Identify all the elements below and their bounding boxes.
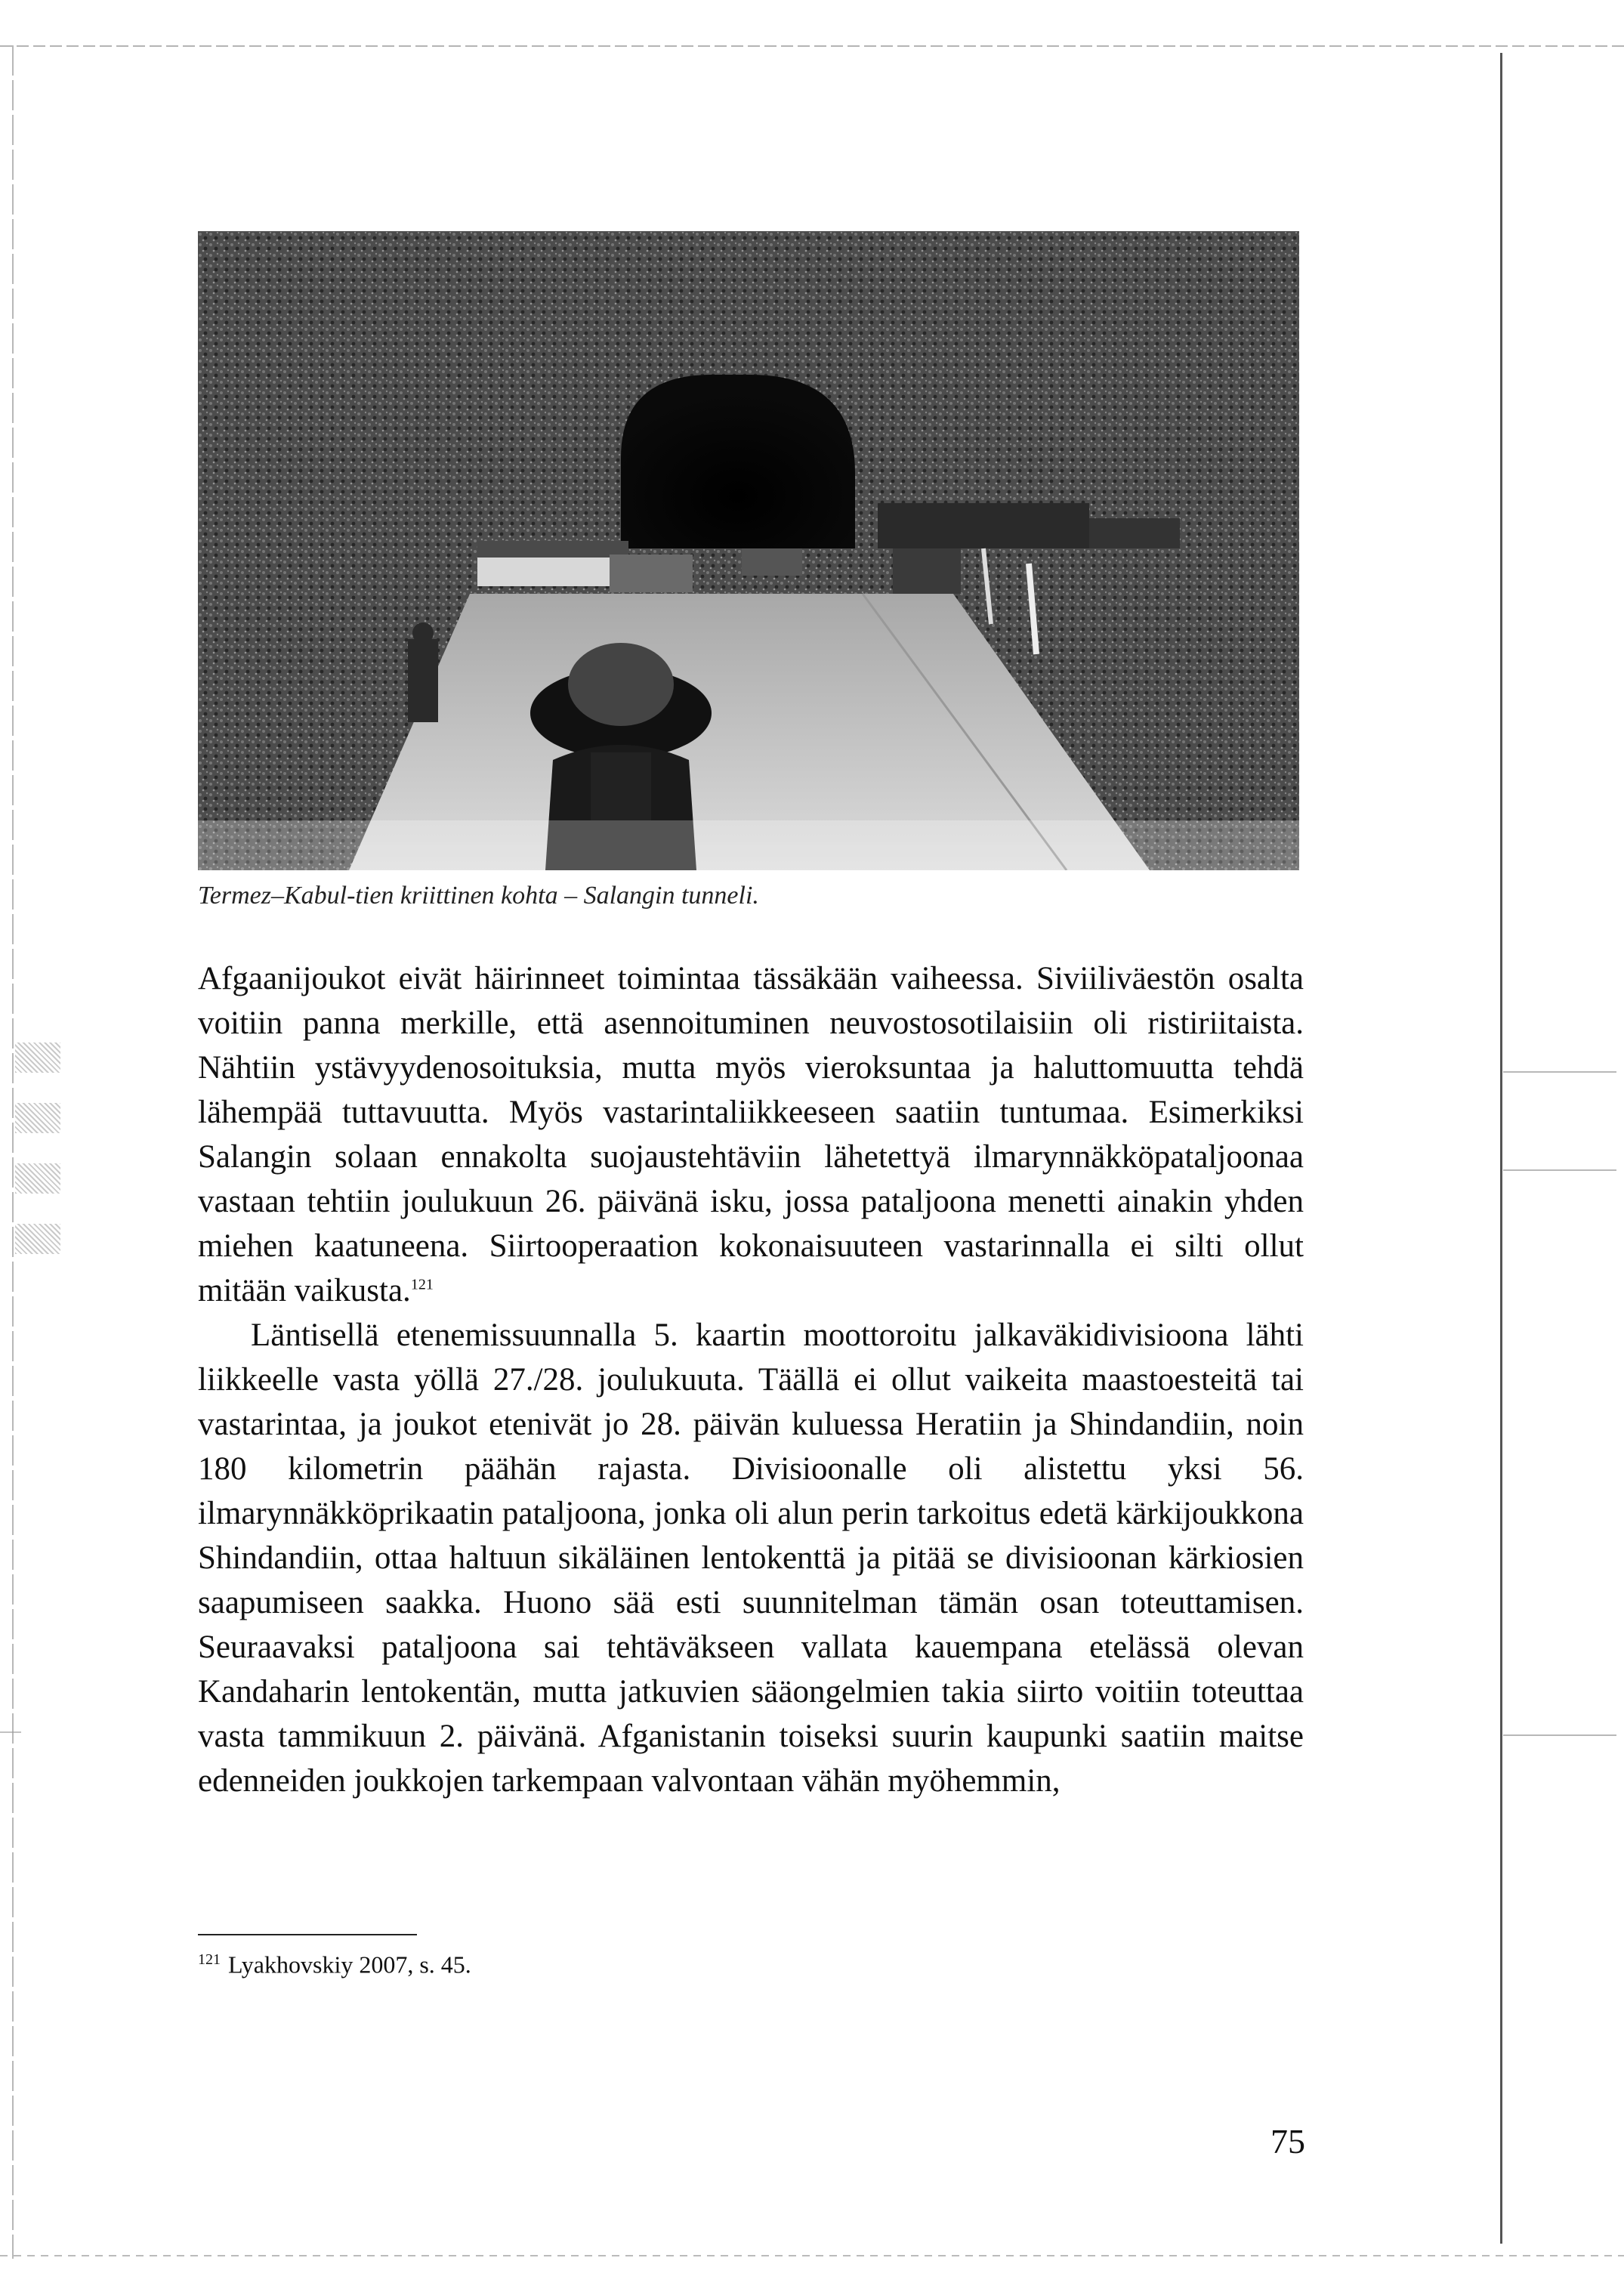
body-text xyxy=(198,956,1304,1803)
scan-border-bottom xyxy=(0,2255,1624,2256)
paragraph-text: Afgaanijoukot eivät häirinneet toimintaa tässäkään vaiheessa. Siviiliväestön osalta voitiin panna merkille, että asennoituminen neuvostosotilaisiin oli ristiriitaista. Nähtiin ystävyydenosoituksia, mutta myös vieroksuntaa ja haluttomuutta tehdä lähempää tuttavuutta. Myös vastarintaliikkeeseen saatiin tuntumaa. Esimerkiksi Salangin solaan ennakolta suojaustehtäviin lähetettyä ilmarynnäkköpataljoonaa vastaan tehtiin joulukuun 26. päivänä isku, jossa pataljoona menetti ainakin yhden miehen kaatuneena. Siirtooperaation kokonaisuuteen vastarinnalla ei silti ollut mitään vaikusta. xyxy=(198,961,1304,1308)
page-number: 75 xyxy=(1270,2122,1305,2161)
footnote-rule xyxy=(198,1934,417,1935)
paragraph: Läntisellä etenemissuunnalla 5. kaartin moottoroitu jalkaväkidivisioona lähti liikkeelle vasta yöllä 27./28. joulukuuta. Täällä ei ollut vaikeita maastoesteitä tai vastarintaa, ja joukot etenivät jo 28. päivän kuluessa Heratiin ja Shindandiin, noin 180 kilometrin päähän rajasta. Divisioonalle oli alistettu yksi 56. ilmarynnäkköprikaatin pataljoona, jonka oli alun perin tarkoitus edetä kärkijoukkona Shindandiin, ottaa haltuun sikäläinen lentokenttä ja pitää se divisioonan kärkiosien saapumiseen saakka. Huono sää esti suunnitelman tämän osan toteuttamisen. Seuraavaksi pataljoona sai tehtäväkseen vallata kauempana etelässä olevan Kandaharin lentokentän, mutta jatkuvien sääongelmien takia siirto voitiin toteuttaa vasta tammikuun 2. päivänä. Afganistanin toiseksi suurin kaupunki saatiin maitse edenneiden joukkojen tarkempaan valvontaan vähän myöhemmin, xyxy=(198,1317,1304,1799)
scan-noise xyxy=(15,1103,60,1133)
footnote-number: 121 xyxy=(198,1951,221,1968)
footnote-text: Lyakhovskiy 2007, s. 45. xyxy=(228,1951,471,1978)
edge-mark xyxy=(1503,1734,1616,1736)
page-edge-right xyxy=(1500,53,1502,2244)
photo-caption: Termez–Kabul-tien kriittinen kohta – Salangin tunneli. xyxy=(198,882,759,910)
footnote-reference: 121 xyxy=(410,1276,434,1293)
edge-mark xyxy=(1503,1169,1616,1171)
footnote xyxy=(198,1943,471,1981)
scan-border-top xyxy=(0,45,1624,47)
scan-noise xyxy=(15,1042,60,1073)
scan-border-left xyxy=(12,45,14,2259)
paragraph xyxy=(198,956,1304,1313)
scan-noise xyxy=(15,1163,60,1194)
edge-mark xyxy=(0,1731,21,1733)
tunnel-photo xyxy=(198,231,1299,870)
scan-noise xyxy=(15,1224,60,1254)
edge-mark xyxy=(1503,1071,1616,1073)
